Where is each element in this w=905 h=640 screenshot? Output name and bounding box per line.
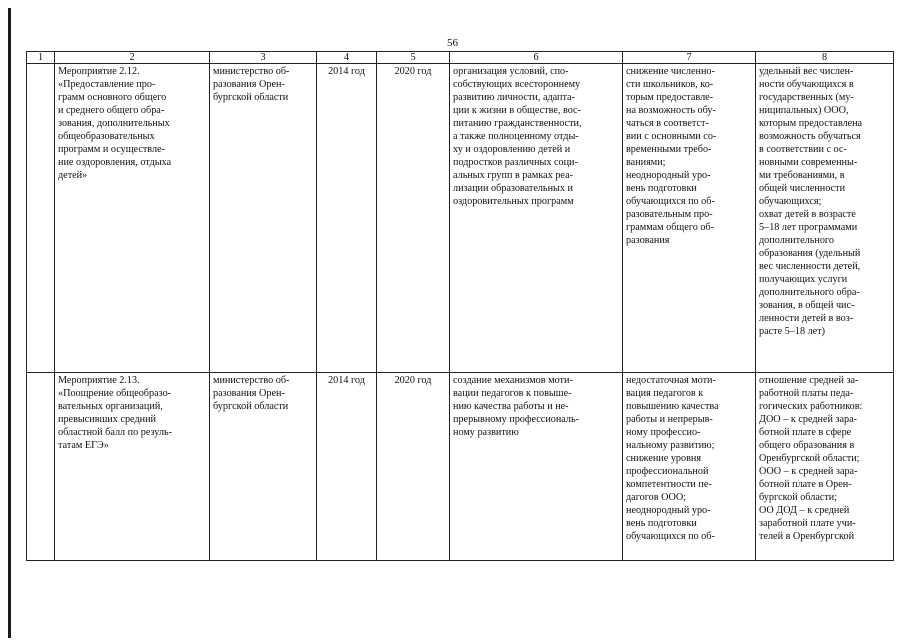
row2-executor-cell	[210, 373, 317, 561]
row2-indicators-cell: отношение средней за- работной платы педа- гогических работников: ДОО – к средней зара- ботной плате в сфере общего образования в Оренбургской области; ООО – к средней зара- ботной плате в Орен- бургской области; ОО ДОД – к средней заработной плате учи- телей в Оренбургской	[756, 373, 894, 561]
page-edge-line	[8, 8, 11, 638]
row2-consequences-cell: недостаточная моти- вация педагогов к повышению качества работы и непрерыв- ному профессио- нальному развитию; снижение уровня профессиональной компетентности пе- дагогов ООО; неоднородный уро- вень подготовки обучающихся по об-	[623, 373, 756, 561]
executor-text: министерство об- разования Орен- бургской области	[213, 375, 290, 412]
header-col-5: 5	[377, 52, 450, 64]
row2-start-year-cell: 2014 год	[317, 373, 377, 561]
header-col-3: 3	[210, 52, 317, 64]
header-col-1: 1	[27, 52, 55, 64]
row2-measure-cell	[55, 373, 210, 561]
row1-indicators-cell: удельный вес числен- ности обучающихся в государственных (му- ниципальных) ООО, которым предоставлена возможность обучаться в соответствии с ос- новными современны- ми требованиями, в общей численности обучающихся; охват детей в возрасте 5–18 лет программами дополнительного образования (удельный вес численности детей, получающих услуги дополнительного обра- зования, в общей чис- ленности детей в воз- расте 5–18 лет)	[756, 64, 894, 373]
row1-consequences-cell: снижение численно- сти школьников, ко- торым предоставле- на возможность обу- чаться в соответст- вии с основными со- временными требо- ваниями; неоднородный уро- вень подготовки обучающихся по об- разовательным про- граммам общего об- разования	[623, 64, 756, 373]
row2-end-year-cell: 2020 год	[377, 373, 450, 561]
row2-expected-result-cell: создание механизмов моти- вации педагогов к повыше- нию качества работы и не- прерывному профессиональ- ному развитию	[450, 373, 623, 561]
row1-expected-result-cell: организация условий, спо- собствующих всестороннему развитию личности, адапта- ции к жизни в обществе, вос- питанию гражданственности, а также полноценному отды- ху и оздоровлению детей и подростков различных соци- альных групп в рамках реа- лизации образовательных и оздоровительных программ	[450, 64, 623, 373]
row1-measure-cell	[55, 64, 210, 373]
header-col-4: 4	[317, 52, 377, 64]
measure-title: Мероприятие 2.12. «Предоставление про- грамм основного общего и среднего общего обра- зования, дополнительных общеобразовательных программ и осуществле- ние оздоровления, отдыха детей»	[58, 66, 172, 181]
table-header-row	[27, 52, 894, 64]
executor-text: министерство об- разования Орен- бургской области	[213, 66, 290, 103]
row1-executor-cell	[210, 64, 317, 373]
page-number: 56	[447, 37, 458, 49]
header-col-2: 2	[55, 52, 210, 64]
row2-number-cell	[27, 373, 55, 561]
measures-table	[26, 51, 894, 561]
header-col-7: 7	[623, 52, 756, 64]
header-col-6: 6	[450, 52, 623, 64]
row1-start-year-cell: 2014 год	[317, 64, 377, 373]
row1-end-year-cell: 2020 год	[377, 64, 450, 373]
header-col-8: 8	[756, 52, 894, 64]
table-row	[27, 64, 894, 373]
table-row	[27, 373, 894, 561]
row1-number-cell	[27, 64, 55, 373]
measure-title: Мероприятие 2.13. «Поощрение общеобразо- вательных организаций, превысивших средний областной балл по резуль- татам ЕГЭ»	[58, 375, 173, 451]
